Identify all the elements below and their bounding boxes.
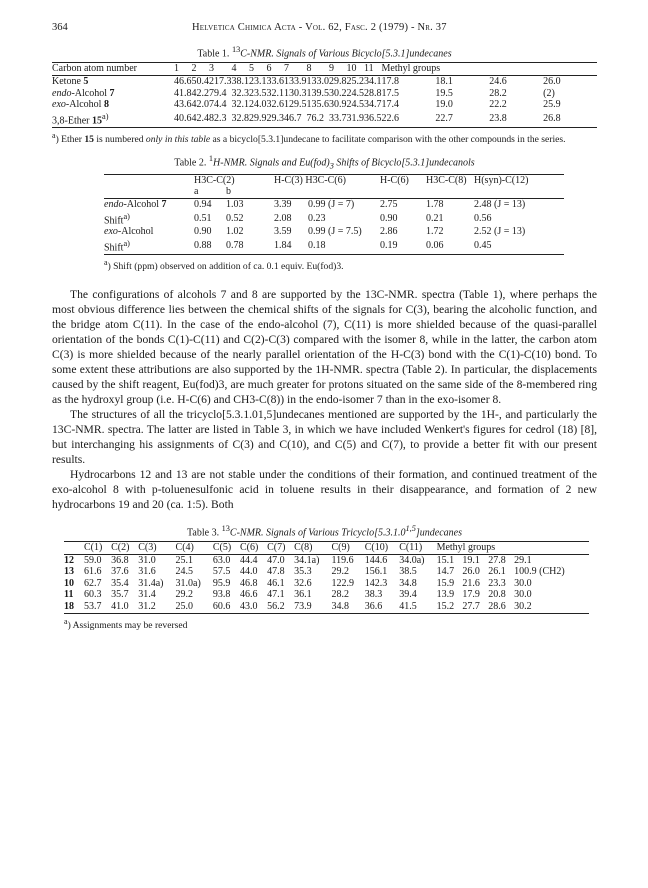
table3-cell: 44.4 — [239, 554, 258, 566]
table2-cell: 0.23 — [308, 212, 326, 224]
table2-cell: 1.84 — [274, 240, 292, 252]
table3-cell: 36.6 — [364, 601, 383, 613]
table1-cell: 32.1 — [266, 87, 284, 99]
table1-methyl-cell: 22.2 — [489, 99, 507, 111]
table3-cell: 93.8 — [212, 589, 231, 601]
table3-methyl-cell: 29.1 — [514, 554, 532, 566]
table3-cell: 46.8 — [239, 577, 258, 589]
table3-compound-id: 10 — [64, 577, 74, 589]
table3-cell: 36.8 — [111, 554, 129, 566]
table3-methyl-cell: 20.8 — [488, 589, 506, 601]
table3-cell: 34.1a) — [294, 554, 320, 566]
table3-cell: 31.0 — [138, 554, 156, 566]
table1-methyl-cell: 22.6 — [381, 112, 399, 124]
table3-compound-id: 12 — [64, 554, 74, 566]
table1-cell: 23.5 — [249, 87, 267, 99]
table1-cell: 42.4 — [191, 112, 209, 124]
table1-header-num: 2 — [191, 63, 197, 75]
table3-cell: 25.1 — [175, 554, 194, 566]
table1-cell: 31.9 — [346, 112, 364, 124]
table2-cell: 3.59 — [274, 226, 292, 238]
table1-methyl-cell: 17.8 — [381, 75, 399, 87]
table3-cell: 31.6 — [138, 566, 156, 578]
table3-header: C(6) — [239, 542, 259, 554]
table3-cell: 36.1 — [294, 589, 312, 601]
table1-cell: 36.5 — [364, 112, 382, 124]
table1-methyl-cell: 17.4 — [381, 99, 399, 111]
paragraph-1: The configurations of alcohols 7 and 8 are supported by the 13C-NMR. spectra (Table 1), where perhaps the most obvious difference lies between the chemical shifts of the signals for C(3), bearing the alcoholic function, and the bridge atom C(11). In the case of the endo-alcohol (7), C(11) is more shielded because of the quasi-parallel orientation of the bonds C(1)-C(11) and C(2)-C(3) compared with the isomer 8, while in the latter, the carbon atom C(3) is more shielded because of the nearly parallel orientation of the H-C(3) bond with the C(1)-C(10) bond. To some extent these attributions are also supported by the 1H-NMR. spectra (Table 2). In particular, the displacements caused by the shift reagent, Eu(fod)3, are much greater for protons situated on the same side of the 8-membered ring as the hydroxyl group (i.e. H-C(6) and CH3-C(8)) in the endo-isomer 7 than in the exo-isomer 8. — [52, 287, 597, 406]
table1-cell: 40.6 — [174, 112, 192, 124]
table3-cell: 38.5 — [399, 566, 417, 578]
table1-methyl-cell: 23.8 — [489, 112, 507, 124]
table3-methyl-cell: 17.9 — [462, 589, 480, 601]
table3-cell: 59.0 — [84, 554, 102, 566]
table2-subheader: b — [226, 186, 231, 198]
table1-header-num: 9 — [329, 63, 334, 75]
table2-row-label: endo-Alcohol 7 — [104, 198, 167, 210]
table3-body — [64, 554, 589, 613]
table1-row — [52, 75, 597, 87]
table1-cell: 32.6 — [266, 99, 284, 111]
table3-methyl-cell: 27.7 — [462, 601, 480, 613]
table3-cell: 47.8 — [267, 566, 285, 578]
table1-header-num: 4 — [231, 63, 237, 75]
page-number: 364 — [52, 22, 68, 33]
table2-cell: 0.56 — [474, 212, 492, 224]
table3-cell: 53.7 — [84, 601, 102, 613]
table3-cell: 44.0 — [239, 566, 258, 578]
table3-methyl-cell: 21.6 — [462, 577, 480, 589]
table3-cell: 60.3 — [84, 589, 102, 601]
table3-cell: 32.6 — [294, 577, 312, 589]
table3-cell: 34.0a) — [399, 554, 425, 566]
table1-header-num: 8 — [306, 63, 312, 75]
table3-cell: 39.4 — [399, 589, 417, 601]
table2-cell: 2.75 — [380, 198, 398, 210]
table1-cell: 43.6 — [174, 99, 192, 111]
table1-cell: 24.0 — [249, 99, 267, 111]
table3-row — [64, 578, 589, 590]
table1-cell: 34.1 — [364, 75, 382, 87]
table2-cell: 3.39 — [274, 198, 292, 210]
table2-header: H3C-C(2) — [194, 174, 235, 186]
table1-cell: 133.9 — [284, 75, 307, 87]
table3-compound-id: 13 — [64, 566, 74, 578]
table1-row — [52, 88, 597, 100]
table2-cell: 0.51 — [194, 212, 212, 224]
table2-cell: 0.52 — [226, 212, 244, 224]
table2-cell: 0.06 — [426, 240, 444, 252]
table3-methyl-cell: 15.9 — [436, 577, 455, 589]
table1-cell: 29.3 — [266, 112, 284, 124]
table2-row — [104, 226, 564, 238]
journal-header: Helvetica Chimica Acta - Vol. 62, Fasc. 2 (1979) - Nr. 37 — [192, 22, 447, 33]
table1-header-num: 7 — [284, 63, 289, 75]
table1-cell: 79.4 — [209, 87, 227, 99]
table3-cell: 63.0 — [212, 554, 231, 566]
table3-methyl-cell: 26.1 — [488, 566, 506, 578]
table1-header-num: 1 — [174, 63, 179, 75]
table3-methyl-cell: 19.1 — [462, 554, 480, 566]
table2-row — [104, 211, 564, 227]
table2-row-label: exo-Alcohol — [104, 226, 154, 238]
table2-cell: 0.19 — [380, 240, 398, 252]
table3-methyl-cell: 28.6 — [488, 601, 506, 613]
table3-header: C(8) — [294, 542, 313, 554]
table2-cell: 1.72 — [426, 226, 444, 238]
table3-header: C(4) — [175, 542, 194, 554]
table3-row — [64, 566, 589, 578]
table2-header: H-C(6) — [380, 174, 409, 186]
table2-subheader-row — [104, 186, 564, 198]
table1-compound: Ketone 5 — [52, 75, 89, 87]
table3-methyl-cell: 15.2 — [436, 601, 455, 613]
table1-methyl-cell: 22.7 — [435, 112, 453, 124]
table3-header: Methyl groups — [436, 542, 496, 554]
table2-row-label: Shift$^{a)}$ — [104, 211, 130, 226]
table1-header-row — [52, 63, 597, 76]
table2-cell: 0.99 (J = 7) — [308, 198, 355, 210]
table1-body — [52, 75, 597, 127]
table1-methyl-cell: 28.2 — [489, 87, 507, 99]
table1-cell: 130.3 — [284, 87, 307, 99]
table3-cell: 29.2 — [331, 566, 349, 578]
table1-cell: 32.3 — [231, 87, 249, 99]
table3-methyl-cell: 13.9 — [436, 589, 455, 601]
table1-cell: 135.6 — [306, 99, 329, 111]
table2-row — [104, 238, 564, 254]
table2-row-label: Shift$^{a)}$ — [104, 239, 130, 254]
table2-cell: 2.08 — [274, 212, 292, 224]
table3-cell: 46.1 — [267, 577, 285, 589]
table3-header: C(5) — [212, 542, 232, 554]
table3-methyl-cell: 15.1 — [436, 554, 455, 566]
table1-cell: 42.0 — [191, 99, 209, 111]
table1-cell: 74.4 — [209, 99, 227, 111]
table1-methyl-cell: 24.6 — [489, 75, 507, 87]
table2-cell: 2.48 (J = 13) — [474, 198, 526, 210]
table1-cell: 33.7 — [329, 112, 347, 124]
table2-cell: 1.02 — [226, 226, 244, 238]
table1-methyl-cell: 19.0 — [435, 99, 453, 111]
table3-cell: 119.6 — [331, 554, 354, 566]
running-head — [52, 22, 597, 36]
table1-cell: 38.1 — [231, 75, 249, 87]
paragraph-2: The structures of all the tricyclo[5.3.1.01,5]undecanes mentioned are supported by the 1H-, and particularly the 13C-NMR. spectra. The latter are listed in Table 3, in which we have included Wenkert's figures for cedrol (18) [8], but interchanging his assignments of C(3) and C(10), and C(5) and C(7), to provide a better fit with our present results. — [52, 407, 597, 466]
table2-cell: 0.88 — [194, 240, 212, 252]
table3-cell: 38.3 — [364, 589, 383, 601]
table1-header-num: 5 — [249, 63, 254, 75]
table1-cell: 82.3 — [209, 112, 227, 124]
table3-cell: 156.1 — [364, 566, 388, 578]
table3 — [64, 541, 589, 614]
table1-methyl-cell: 19.5 — [435, 87, 453, 99]
table3-cell: 34.8 — [399, 577, 417, 589]
table3-cell: 41.5 — [399, 601, 417, 613]
table1-cell: 32.8 — [231, 112, 249, 124]
table2-cell: 0.90 — [194, 226, 212, 238]
table3-cell: 62.7 — [84, 577, 102, 589]
paragraph-3: Hydrocarbons 12 and 13 are not stable under the conditions of their formation, and continued treatment of the exo-alcohol 8 with p-toluenesulfonic acid in toluene results in their disappearance, and formation of 2 new hydrocarbons 19 and 20 (ca. 1:5). Both — [52, 467, 597, 511]
table2-cell: 1.78 — [426, 198, 444, 210]
table3-footnote: $^a$) Assignments may be reversed — [64, 616, 188, 631]
table3-header: C(11) — [399, 542, 423, 554]
table1-cell: 24.5 — [346, 99, 364, 111]
table3-methyl-cell: 30.2 — [514, 601, 532, 613]
table3-caption: Table 3. $^{13}$C-NMR. Signals of Various Tricyclo[5.3.1.0$^{1,5}$]undecanes — [187, 523, 462, 539]
table1-header-num: 11 — [364, 63, 374, 75]
table2-cell: 2.86 — [380, 226, 398, 238]
table3-cell: 61.6 — [84, 566, 102, 578]
table3-header: C(2) — [111, 542, 130, 554]
table1-cell: 32.1 — [231, 99, 249, 111]
table1-cell: 33.6 — [266, 75, 284, 87]
table3-cell: 144.6 — [364, 554, 388, 566]
table3-row — [64, 554, 589, 566]
table3-header-row — [64, 542, 589, 555]
table1-cell: 41.8 — [174, 87, 192, 99]
table3-methyl-cell: 30.0 — [514, 577, 532, 589]
table1-cell: 129.5 — [284, 99, 307, 111]
table1-methyl-cell: (2) — [543, 87, 555, 99]
table3-cell: 31.4 — [138, 589, 156, 601]
table3-cell: 31.4a) — [138, 577, 164, 589]
table2-cell: 0.94 — [194, 198, 212, 210]
table1-methyl-cell: 25.9 — [543, 99, 561, 111]
table2-header: H-C(3) H3C-C(6) — [274, 174, 346, 186]
table1-methyl-cell: 26.0 — [543, 75, 561, 87]
table1-header-label: Carbon atom number — [52, 63, 137, 75]
table3-methyl-cell: 14.7 — [436, 566, 455, 578]
table2-cell: 0.18 — [308, 240, 326, 252]
table1-cell: 34.7 — [364, 99, 382, 111]
table3-cell: 46.6 — [239, 589, 258, 601]
table1-cell: 30.9 — [329, 99, 347, 111]
table1-cell: 46.6 — [174, 75, 192, 87]
table1-cell: 76.2 — [306, 112, 324, 124]
table3-cell: 24.5 — [175, 566, 194, 578]
table2-header: H3C-C(8) — [426, 174, 467, 186]
table2-body — [104, 198, 564, 254]
table3-cell: 31.2 — [138, 601, 156, 613]
table1-header-num: 10 — [346, 63, 357, 75]
table3-cell: 35.7 — [111, 589, 129, 601]
table3-header: C(7) — [267, 542, 286, 554]
table3-cell: 60.6 — [212, 601, 231, 613]
table1-header-num: 6 — [266, 63, 272, 75]
table1-cell: 29.9 — [249, 112, 267, 124]
table1-caption: Table 1. $^{13}$C-NMR. Signals of Various Bicyclo[5.3.1]undecanes — [197, 45, 452, 60]
table3-cell: 142.3 — [364, 577, 388, 589]
table3-methyl-cell: 27.8 — [488, 554, 506, 566]
table3-cell: 47.0 — [267, 554, 285, 566]
paper-page — [52, 22, 597, 631]
table3-methyl-cell: 23.3 — [488, 577, 506, 589]
table2-cell: 1.03 — [226, 198, 244, 210]
table1-cell: 133.0 — [306, 75, 329, 87]
table3-cell: 29.2 — [175, 589, 194, 601]
table2-cell: 0.78 — [226, 240, 244, 252]
table2-row — [104, 198, 564, 210]
table3-methyl-cell: 100.9 (CH2) — [514, 566, 565, 578]
table1-compound: endo-Alcohol 7 — [52, 87, 115, 99]
table3-header: C(9) — [331, 542, 350, 554]
table3-cell: 95.9 — [212, 577, 231, 589]
table1-cell: 25.2 — [346, 75, 364, 87]
table2-cell: 2.52 (J = 13) — [474, 226, 526, 238]
table2-cell: 0.90 — [380, 212, 398, 224]
table2-subheader: a — [194, 186, 199, 198]
table2-caption: Table 2. $^1$H-NMR. Signals and $Eu(fod)_3$ Shifts of Bicyclo[5.3.1]undecanols — [174, 154, 475, 171]
table1-cell: 46.7 — [284, 112, 302, 124]
table3-cell: 41.0 — [111, 601, 129, 613]
table3-compound-id: 11 — [64, 589, 74, 601]
table3-cell: 43.0 — [239, 601, 258, 613]
table3-cell: 56.2 — [267, 601, 285, 613]
table1-header-num: 3 — [209, 63, 214, 75]
table2-footnote: $^a$) Shift (ppm) observed on addition of ca. 0.1 equiv. Eu(fod)3. — [104, 257, 344, 273]
table1-cell: 29.8 — [329, 75, 347, 87]
table3-cell: 73.9 — [294, 601, 312, 613]
table3-cell: 25.0 — [175, 601, 194, 613]
table2 — [104, 174, 564, 255]
table3-cell: 122.9 — [331, 577, 354, 589]
table3-cell: 28.2 — [331, 589, 349, 601]
table3-cell: 35.3 — [294, 566, 312, 578]
table1-methyl-cell: 17.5 — [381, 87, 399, 99]
table1-footnote: $^a$) Ether 15 is numbered only in this table as a bicyclo[5.3.1]undecane to facilitate comparison with the other compounds in the series. — [52, 130, 566, 145]
table3-cell: 47.1 — [267, 589, 285, 601]
table1 — [52, 62, 597, 127]
table3-cell: 35.4 — [111, 577, 129, 589]
table3-row — [64, 589, 589, 601]
table3-cell: 37.6 — [111, 566, 129, 578]
table1-compound: 3,8-Ether 15$^{a)}$ — [52, 111, 109, 127]
table2-header-row — [104, 174, 564, 186]
table1-cell: 139.5 — [306, 87, 329, 99]
table3-methyl-cell: 26.0 — [462, 566, 480, 578]
table3-compound-id: 18 — [64, 601, 74, 613]
table3-header: C(3) — [138, 542, 157, 554]
table3-header: C(1) — [84, 542, 103, 554]
table1-row — [52, 99, 597, 111]
table2-cell: 0.21 — [426, 212, 444, 224]
table3-cell: 57.5 — [212, 566, 231, 578]
table1-cell: 42.2 — [191, 87, 209, 99]
table1-cell: 28.8 — [364, 87, 382, 99]
table1-cell: 50.4 — [191, 75, 209, 87]
table3-row — [64, 601, 589, 613]
table2-header: H(syn)-C(12) — [474, 174, 529, 186]
table2-cell: 0.99 (J = 7.5) — [308, 226, 362, 238]
table1-compound: exo-Alcohol 8 — [52, 99, 109, 111]
table1-cell: 24.5 — [346, 87, 364, 99]
table1-cell: 30.2 — [329, 87, 347, 99]
table1-methyl-cell: 26.8 — [543, 112, 561, 124]
table1-row — [52, 111, 597, 127]
body-text — [52, 287, 597, 512]
table1-cell: 217.3 — [209, 75, 232, 87]
table3-cell: 31.0a) — [175, 577, 201, 589]
table3-methyl-cell: 30.0 — [514, 589, 532, 601]
table2-cell: 0.45 — [474, 240, 492, 252]
table1-header-methyl: Methyl groups — [381, 63, 441, 75]
table3-cell: 34.8 — [331, 601, 349, 613]
table1-cell: 23.1 — [249, 75, 267, 87]
table1-methyl-cell: 18.1 — [435, 75, 453, 87]
table3-header: C(10) — [364, 542, 389, 554]
